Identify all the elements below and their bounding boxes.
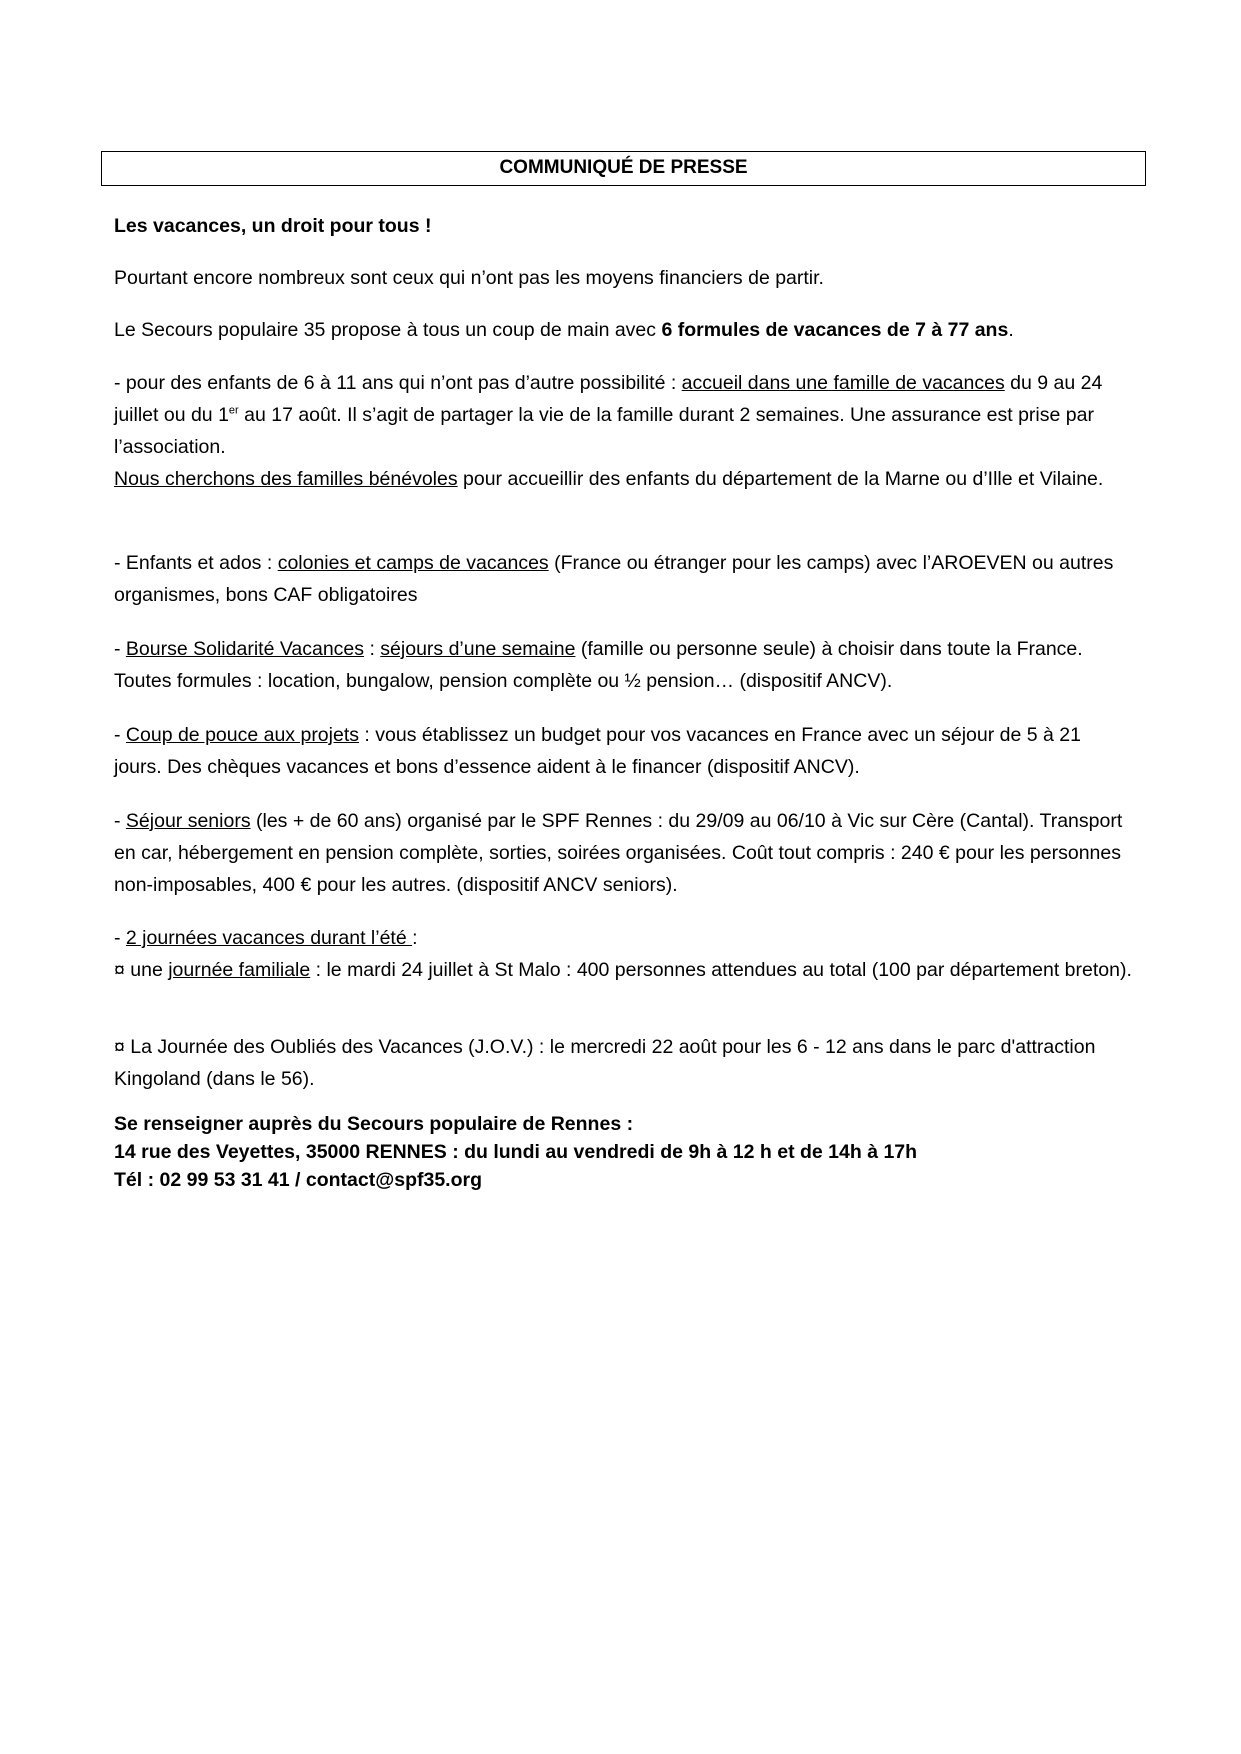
item6-link: 2 journées vacances durant l’été	[125, 927, 413, 949]
item3-pre: -	[114, 638, 126, 660]
item5-link: Séjour seniors	[125, 810, 251, 832]
item6-line2-post: : le mardi 24 juillet à St Malo : 400 personnes attendues au total (100 par département breton).	[310, 959, 1132, 981]
item-bourse	[114, 633, 1134, 697]
item1-sup: er	[228, 404, 239, 417]
item4-link: Coup de pouce aux projets	[125, 724, 359, 746]
page-title: COMMUNIQUÉ DE PRESSE	[499, 157, 748, 178]
item3-mid: :	[364, 638, 381, 660]
item-seniors	[114, 805, 1134, 901]
contact-line-1: Se renseigner auprès du Secours populaire de Rennes :	[114, 1113, 634, 1135]
item2-pre: - Enfants et ados :	[114, 552, 278, 574]
item4-post: : vous établissez un budget pour vos vacances en France avec un séjour de 5 à 21 jours. Des chèques vacances et bons d’essence aident à le financer (dispositif ANCV).	[114, 724, 1081, 778]
contact-line-3: Tél : 02 99 53 31 41 / contact@spf35.org	[114, 1169, 483, 1191]
item6-line2-pre: ¤ une	[114, 959, 169, 981]
item6-colon: :	[412, 927, 418, 949]
item2-post: (France ou étranger pour les camps) avec l’AROEVEN ou autres organismes, bons CAF obligatoires	[114, 552, 1114, 606]
item1-post2: pour accueillir des enfants du département de la Marne ou d’Ille et Vilaine.	[457, 468, 1104, 490]
item1-link2: Nous cherchons des familles bénévoles	[114, 468, 458, 490]
intro-highlight: 6 formules de vacances de 7 à 77 ans	[661, 319, 1009, 341]
item-journees	[114, 922, 1134, 986]
intro-text: Le Secours populaire 35 propose à tous un coup de main avec	[114, 319, 662, 341]
item-colonies	[114, 547, 1134, 611]
heading: Les vacances, un droit pour tous !	[114, 215, 432, 237]
item1-mid1: du 9 au 24 juillet ou du 1	[114, 372, 1103, 426]
item3-post: (famille ou personne seule) à choisir dans toute la France. Toutes formules : location, bungalow, pension complète ou ½ pension… (dispositif ANCV).	[114, 638, 1083, 692]
item1-mid2: au 17 août. Il s’agit de partager la vie de la famille durant 2 semaines. Une assurance est prise par l’association.	[114, 404, 1094, 458]
item-jov: ¤ La Journée des Oubliés des Vacances (J.O.V.) : le mercredi 22 août pour les 6 - 12 ans dans le parc d'attraction Kingoland (dans le 56).	[114, 1036, 1096, 1090]
contact-line-2: 14 rue des Veyettes, 35000 RENNES : du lundi au vendredi de 9h à 12 h et de 14h à 17h	[114, 1141, 918, 1163]
header-box	[101, 151, 1146, 186]
item3-link2: séjours d’une semaine	[380, 638, 576, 660]
intro-paragraph-1: Pourtant encore nombreux sont ceux qui n’ont pas les moyens financiers de partir.	[114, 267, 824, 289]
item5-pre: -	[114, 810, 126, 832]
item6-pre: -	[114, 927, 126, 949]
intro-end: .	[1008, 319, 1014, 341]
item-family-hosting	[114, 367, 1134, 495]
item1-link: accueil dans une famille de vacances	[681, 372, 1005, 394]
item-coup-de-pouce	[114, 719, 1134, 783]
intro-paragraph-2	[114, 314, 1134, 346]
item1-pre: - pour des enfants de 6 à 11 ans qui n’ont pas d’autre possibilité :	[114, 372, 682, 394]
item5-post: (les + de 60 ans) organisé par le SPF Rennes : du 29/09 au 06/10 à Vic sur Cère (Cantal). Transport en car, hébergement en pension complète, sorties, soirées organisées. Coût tout compris : 240 € pour les personnes non-imposables, 400 € pour les autres. (dispositif ANCV seniors).	[114, 810, 1123, 896]
item3-link: Bourse Solidarité Vacances	[125, 638, 365, 660]
item4-pre: -	[114, 724, 126, 746]
contact-block	[114, 1110, 1134, 1194]
item2-link: colonies et camps de vacances	[277, 552, 549, 574]
item6-line2-link: journée familiale	[168, 959, 311, 981]
